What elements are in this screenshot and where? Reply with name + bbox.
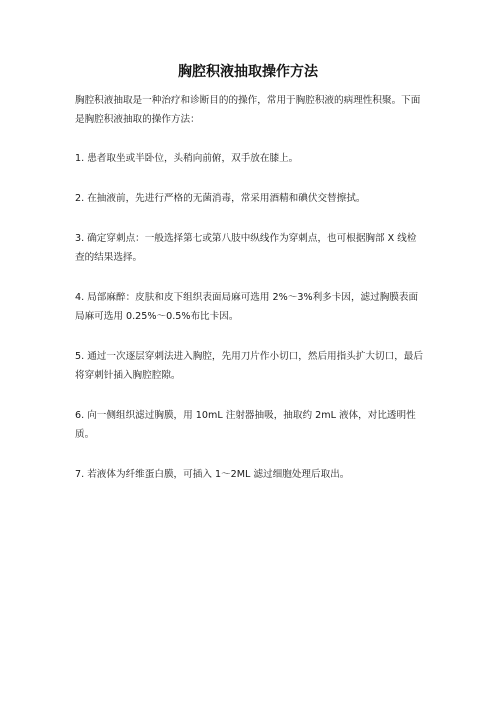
step-5: 5. 通过一次逐层穿刺法进入胸腔，先用刀片作小切口，然后用指头扩大切口，最后将穿刺针插入胸腔腔隙。 [75,351,423,381]
step-6: 6. 向一侧组织滤过胸膜，用 10mL 注射器抽吸，抽取约 2mL 液体，对比透明性质。 [75,410,416,440]
step-1: 1. 患者取坐或半卧位，头稍向前俯，双手放在膝上。 [75,153,299,164]
step-7: 7. 若液体为纤维蛋白膜，可插入 1～2ML 滤过细胞处理后取出。 [75,469,350,480]
step-3: 3. 确定穿刺点：一般选择第七或第八肢中纵线作为穿刺点，也可根据胸部 X 线检查的结果选择。 [75,233,417,263]
document-body [75,91,425,505]
intro-paragraph: 胸腔积液抽取是一种治疗和诊断目的的操作，常用于胸腔积液的病理性积聚。下面是胸腔积液抽取的操作方法： [75,95,421,125]
step-2: 2. 在抽液前，先进行严格的无菌消毒，常采用酒精和碘伏交替擦拭。 [75,193,366,204]
step-4: 4. 局部麻醉：皮肤和皮下组织表面局麻可选用 2%～3%利多卡因，滤过胸膜表面局麻可选用 0.25%～0.5%布比卡因。 [75,292,419,322]
document-title: 胸腔积液抽取操作方法 [178,64,318,80]
